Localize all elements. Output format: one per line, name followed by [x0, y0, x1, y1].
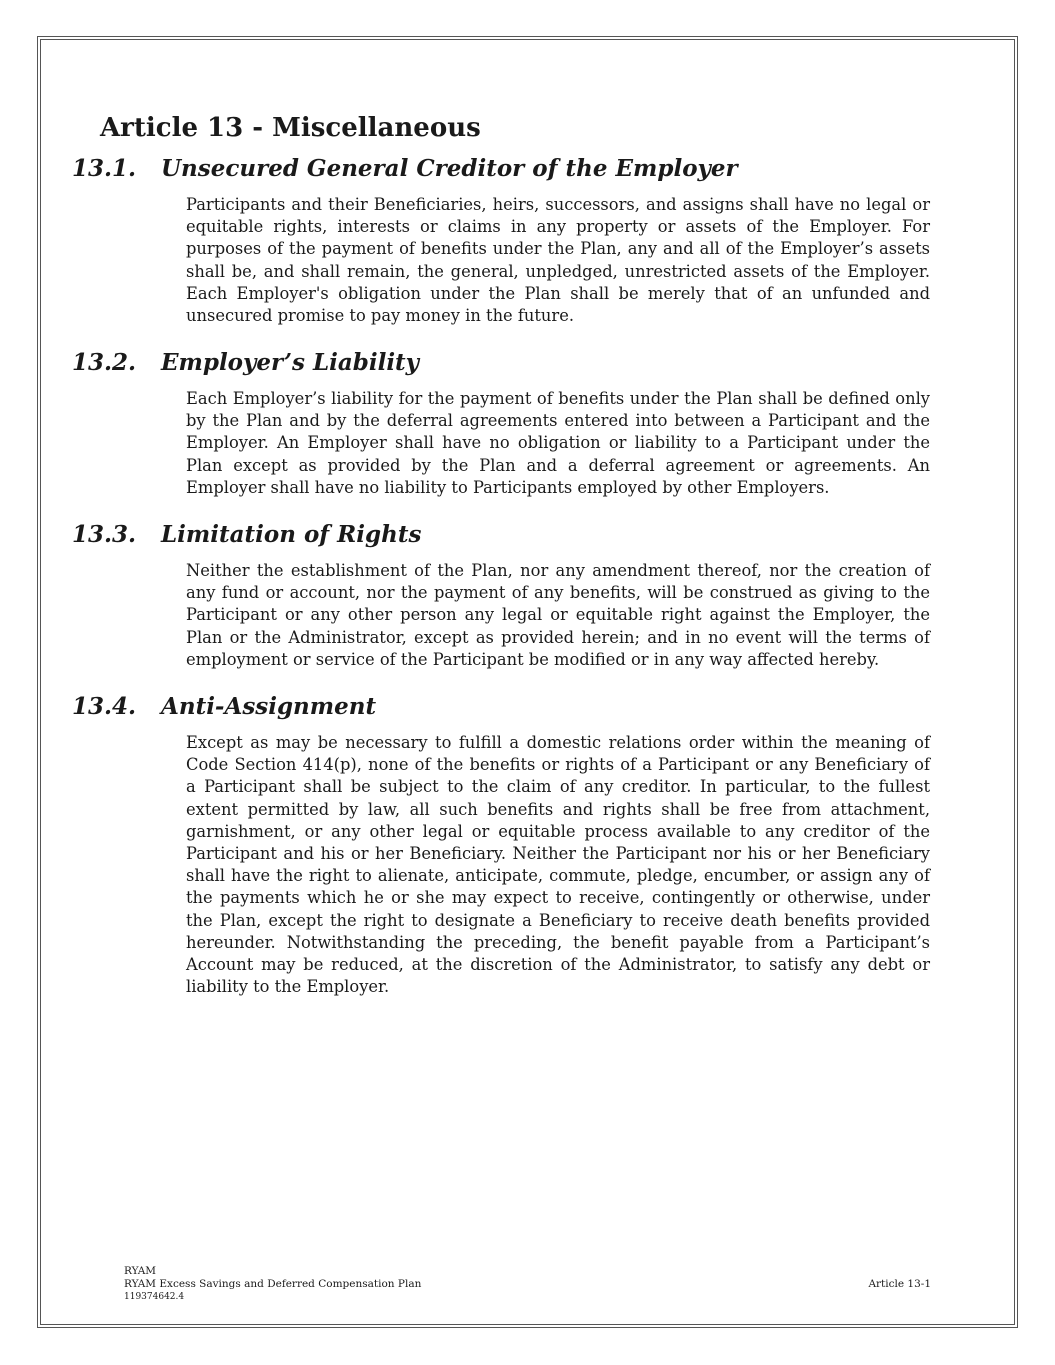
- footer-page-label: Article 13-1: [868, 1278, 931, 1290]
- footer-company: RYAM: [124, 1265, 157, 1277]
- section-number: 13.3.: [72, 521, 137, 548]
- section-body-13-2: Each Employer’s liability for the payment of benefits under the Plan shall be defined only by the Plan and by the deferral agreements entered into between a Participant and the Employer. An Employer shall have no obligation or liability to a Participant under the Plan except as provided by the Plan and a deferral agreement or agreements. An Employer shall have no liability to Participants employed by other Employers.: [186, 389, 930, 497]
- section-number: 13.1.: [72, 155, 137, 182]
- section-heading-13-3: [72, 520, 421, 550]
- section-body-13-1: Participants and their Beneficiaries, heirs, successors, and assigns shall have no legal or equitable rights, interests or claims in any property or assets of the Employer. For purposes of the payment of benefits under the Plan, any and all of the Employer’s assets shall be, and shall remain, the general, unpledged, unrestricted assets of the Employer. Each Employer's obligation under the Plan shall be merely that of an unfunded and unsecured promise to pay money in the future.: [186, 195, 930, 326]
- section-body-13-4: Except as may be necessary to fulfill a domestic relations order within the meaning of Code Section 414(p), none of the benefits or rights of a Participant or any Beneficiary of a Participant shall be subject to the claim of any creditor. In particular, to the fullest extent permitted by law, all such benefits and rights shall be free from attachment, garnishment, or any other legal or equitable process available to any creditor of the Participant and his or her Beneficiary. Neither the Participant nor his or her Beneficiary shall have the right to alienate, anticipate, commute, pledge, encumber, or assign any of the payments which he or she may expect to receive, contingently or otherwise, under the Plan, except the right to designate a Beneficiary to receive death benefits provided hereunder. Notwithstanding the preceding, the benefit payable from a Participant’s Account may be reduced, at the discretion of the Administrator, to satisfy any debt or liability to the Employer.: [186, 733, 930, 997]
- section-heading-13-1: [72, 154, 738, 184]
- section-title: Unsecured General Creditor of the Employer: [161, 155, 738, 182]
- page-footer: [124, 1265, 931, 1304]
- section-title: Limitation of Rights: [161, 521, 422, 548]
- section-number: 13.4.: [72, 693, 137, 720]
- footer-doc-code: 119374642.4: [124, 1292, 185, 1302]
- section-title: Anti-Assignment: [161, 693, 377, 720]
- article-title: Article 13 - Miscellaneous: [100, 113, 481, 143]
- footer-plan-name: RYAM Excess Savings and Deferred Compensation Plan: [124, 1278, 422, 1290]
- section-number: 13.2.: [72, 349, 137, 376]
- section-heading-13-4: [72, 692, 376, 722]
- section-body-13-3: Neither the establishment of the Plan, nor any amendment thereof, nor the creation of any fund or account, nor the payment of any benefits, will be construed as giving to the Participant or any other person any legal or equitable right against the Employer, the Plan or the Administrator, except as provided herein; and in no event will the terms of employment or service of the Participant be modified or in any way affected hereby.: [186, 561, 930, 669]
- section-heading-13-2: [72, 348, 419, 378]
- section-title: Employer’s Liability: [161, 349, 420, 376]
